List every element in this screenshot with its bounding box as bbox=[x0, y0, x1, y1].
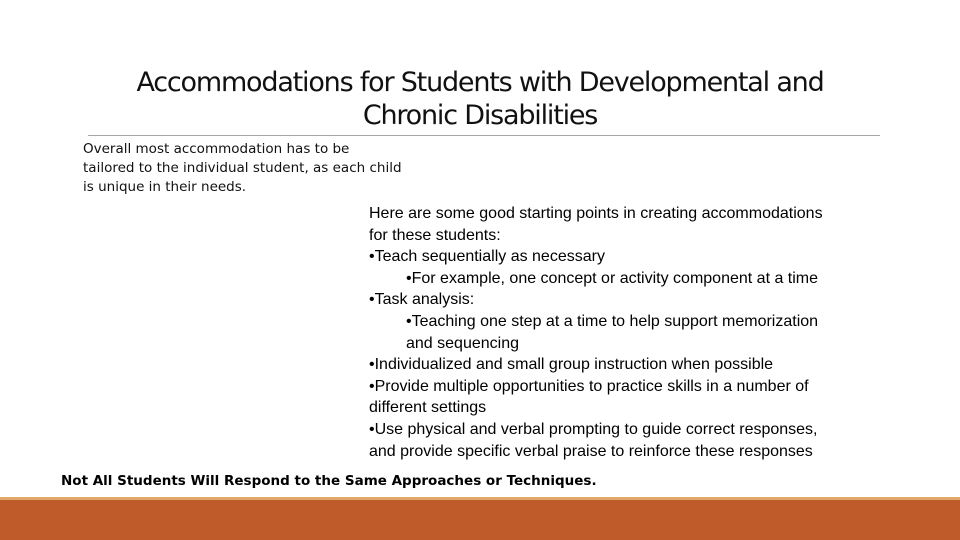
slide-title-line-1: Accommodations for Students with Developmental and bbox=[136, 67, 824, 98]
intro-line-3: is unique in their needs. bbox=[83, 179, 247, 195]
body-line: for these students: bbox=[369, 226, 501, 244]
sub-bullet-continuation: and sequencing bbox=[406, 334, 519, 352]
bullet-item: •Use physical and verbal prompting to guide correct responses, bbox=[369, 420, 818, 438]
sub-bullet-item: •Teaching one step at a time to help support memorization bbox=[406, 312, 819, 330]
title-divider bbox=[88, 135, 880, 136]
bullet-item: •Teach sequentially as necessary bbox=[369, 248, 605, 266]
bullet-continuation: different settings bbox=[369, 399, 487, 417]
intro-paragraph bbox=[83, 140, 453, 197]
bullet-item: •Provide multiple opportunities to practice skills in a number of bbox=[369, 377, 809, 395]
bullet-item: •Individualized and small group instruction when possible bbox=[369, 356, 774, 374]
footer-note: Not All Students Will Respond to the Same Approaches or Techniques. bbox=[61, 473, 597, 489]
slide-title bbox=[100, 66, 860, 132]
bullet-item: •Task analysis: bbox=[369, 291, 475, 309]
body-line: Here are some good starting points in creating accommodations bbox=[369, 205, 823, 222]
accent-bar bbox=[0, 500, 960, 540]
intro-line-1: Overall most accommodation has to be bbox=[83, 141, 350, 157]
intro-line-2: tailored to the individual student, as each child bbox=[83, 160, 402, 176]
slide-title-line-2: Chronic Disabilities bbox=[362, 100, 598, 131]
bullet-continuation: and provide specific verbal praise to reinforce these responses bbox=[369, 442, 813, 460]
sub-bullet-item: •For example, one concept or activity component at a time bbox=[406, 269, 819, 287]
accommodations-list bbox=[369, 203, 899, 462]
